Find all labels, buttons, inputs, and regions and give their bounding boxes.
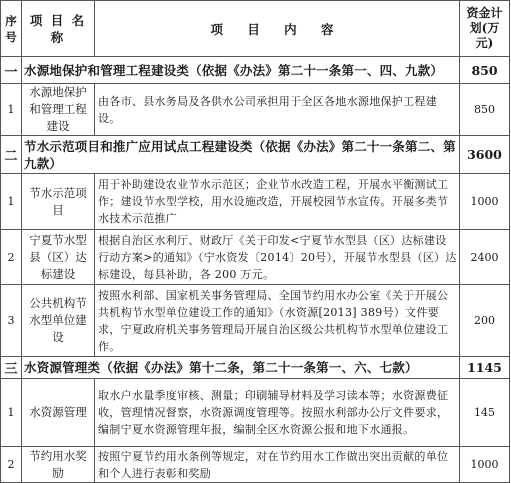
table-row (1, 84, 510, 136)
section-title: 节水示范项目和推广应用试点工程建设类（依据《办法》第二十一条第二、第九款） (22, 136, 460, 174)
row-name: 水资源管理 (22, 379, 95, 447)
table-row (1, 285, 510, 357)
header-no: 序号 (1, 1, 22, 57)
row-content: 按照宁夏节约用水条例等规定，对在节约用水工作做出突出贡献的单位和个人进行表彰和奖励 (95, 447, 460, 483)
row-amount: 1000 (460, 447, 510, 483)
header-name: 项 目 名 称 (22, 1, 95, 57)
section-amount: 3600 (460, 136, 510, 174)
section-amount: 1145 (460, 357, 510, 379)
table-row (1, 379, 510, 447)
table-row (1, 174, 510, 230)
header-fund: 资金计划(万元) (460, 1, 510, 57)
section-number: 二 (1, 136, 22, 174)
row-amount: 850 (460, 84, 510, 136)
row-name: 节约用水奖励 (22, 447, 95, 483)
section-number: 三 (1, 357, 22, 379)
section-row (1, 57, 510, 84)
header-content: 项 目 内 容 (95, 1, 460, 57)
section-title: 水资源管理类（依据《办法》第十二条，第二十一条第一、六、七款） (22, 357, 460, 379)
row-name: 公共机构节水型单位建设 (22, 285, 95, 357)
table-row (1, 230, 510, 285)
row-number: 3 (1, 285, 22, 357)
row-amount: 1000 (460, 174, 510, 230)
row-amount: 200 (460, 285, 510, 357)
section-amount: 850 (460, 57, 510, 84)
row-number: 1 (1, 174, 22, 230)
row-name: 宁夏节水型县（区）达标建设 (22, 230, 95, 285)
row-content: 用于补助建设农业节水示范区；企业节水改造工程，开展水平衡测试工作；建设节水型学校，用水设施改造，开展校园节水宣传。开展多类节水技术示范推广 (95, 174, 460, 230)
row-number: 2 (1, 447, 22, 483)
section-title: 水源地保护和管理工程建设类（依据《办法》第二十一条第一、四、九款） (22, 57, 460, 84)
row-content: 根据自治区水利厅、财政厅《关于印发<宁夏节水型县（区）达标建设行动方案>的通知》（宁水资发〔2014〕20号），开展节水型县（区）达标建设，每县补助，各 200 万元。 (95, 230, 460, 285)
table-row (1, 447, 510, 483)
row-content: 取水户水量季度审核、测量；印刷辅导材料及学习读本等；水资源费征收，管理情况督察，水资源调度管理等。按照水利部办公厅文件要求，编制宁夏水资源管理年报，编制全区水资源公报和地下水通报。 (95, 379, 460, 447)
row-name: 水源地保护和管理工程建设 (22, 84, 95, 136)
row-number: 2 (1, 230, 22, 285)
row-name: 节水示范项目 (22, 174, 95, 230)
header-row (1, 1, 510, 57)
section-row (1, 357, 510, 379)
row-amount: 2400 (460, 230, 510, 285)
section-row (1, 136, 510, 174)
row-number: 1 (1, 84, 22, 136)
row-amount: 145 (460, 379, 510, 447)
row-content: 由各市、县水务局及各供水公司承担用于全区各地水源地保护工程建设。 (95, 84, 460, 136)
row-content: 按照水利部、国家机关事务管理局、全国节约用水办公室《关于开展公共机构节水型单位建设工作的通知》（水资源[2013] 389号）文件要求，宁夏政府机关事务管理局开展自治区级公共机构节水型单位建设工作。 (95, 285, 460, 357)
row-number: 1 (1, 379, 22, 447)
section-number: 一 (1, 57, 22, 84)
